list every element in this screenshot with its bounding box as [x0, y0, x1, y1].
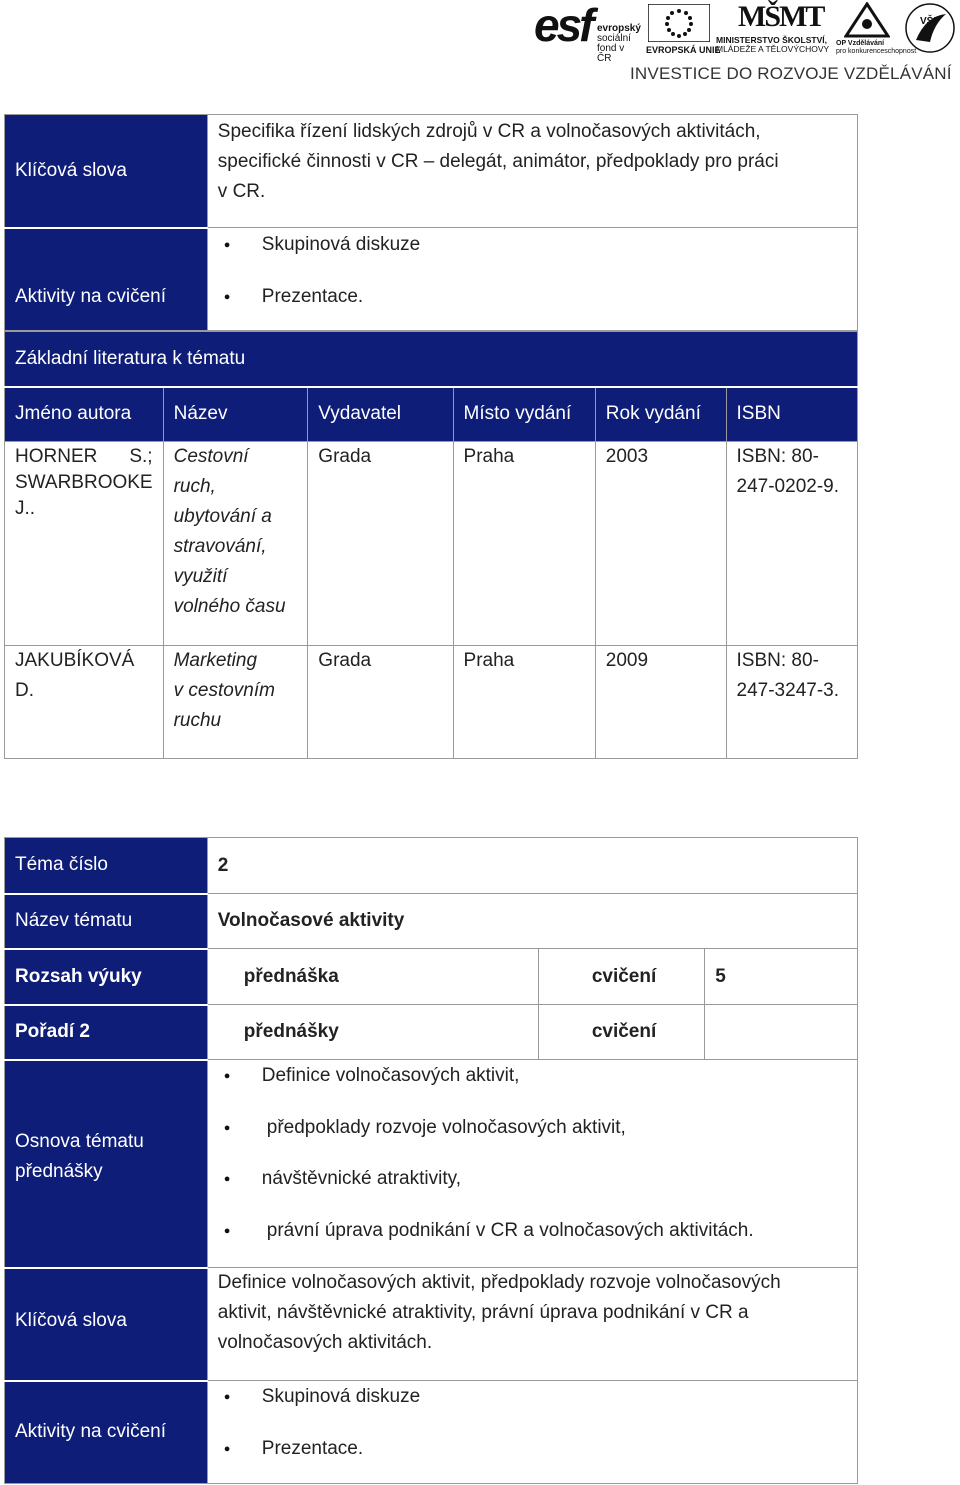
keywords-value — [207, 115, 857, 228]
lit-publisher: Grada — [308, 646, 453, 759]
order-label: Pořadí 2 — [5, 1005, 208, 1060]
keywords-line: specifické činnosti v CR – delegát, animátor, předpoklady pro práci — [217, 151, 779, 172]
outline-item — [208, 1061, 857, 1113]
msmt-logo — [716, 2, 828, 56]
lit-title-line: ubytování a — [173, 506, 272, 527]
keywords-value — [207, 1268, 857, 1381]
literature-title-text: Základní literatura k tématu — [15, 347, 246, 369]
outline-item-text: právní úprava podnikání v CR a volnočasových aktivitách. — [266, 1220, 754, 1241]
lit-isbn-line: ISBN: 80- — [736, 446, 819, 467]
banner-slogan: INVESTICE DO ROZVOJE VZDĚLÁVÁNÍ — [630, 64, 952, 83]
op-text-line: pro konkurenceschopnost — [836, 48, 917, 55]
outline-item — [208, 1164, 857, 1216]
topic-number-label — [5, 838, 208, 894]
esf-logo — [534, 0, 641, 64]
literature-header-row — [5, 387, 858, 442]
lit-author-line: HORNER S.; — [15, 446, 153, 467]
lit-header-year: Rok vydání — [595, 387, 726, 442]
activity-text: Skupinová diskuze — [261, 1386, 421, 1407]
lit-place: Praha — [453, 646, 595, 759]
activities-label — [5, 1381, 208, 1484]
lit-title-line: Cestovní — [173, 446, 249, 467]
lit-isbn-line: 247-3247-3. — [736, 680, 839, 701]
vsp-emblem-icon — [904, 2, 956, 54]
keywords-label — [5, 1268, 208, 1381]
lit-author — [5, 442, 164, 646]
lit-title-line: využití — [173, 566, 228, 587]
activity-item — [208, 230, 857, 282]
op-text-line: OP Vzdělávání — [836, 40, 885, 47]
lit-publisher: Grada — [308, 442, 453, 646]
activity-text: Prezentace. — [261, 1438, 364, 1459]
activities-value — [207, 228, 857, 331]
lit-header-isbn: ISBN — [726, 387, 857, 442]
lit-title-line: ruchu — [173, 710, 222, 731]
activity-text: Skupinová diskuze — [261, 234, 421, 255]
activity-item — [208, 282, 857, 312]
topic-number-label-text: Téma číslo — [15, 854, 108, 876]
lit-author-line: JAKUBÍKOVÁ — [15, 650, 135, 671]
order-exercise: cvičení — [539, 1005, 705, 1060]
activity-item — [208, 1382, 857, 1434]
vsp-logo — [904, 2, 958, 56]
msmt-text-line: MLÁDEŽE A TĚLOVÝCHOVY — [716, 44, 830, 54]
outline-label-line: Osnova tématu — [15, 1130, 144, 1152]
op-logo — [836, 2, 917, 56]
esf-logo-mark: esf — [534, 0, 592, 51]
scope-exercise: cvičení — [539, 949, 705, 1005]
eu-logo — [646, 4, 721, 56]
scope-label: Rozsah výuky — [5, 949, 208, 1005]
scope-lecture: přednáška — [207, 949, 373, 1005]
outline-item-text: Definice volnočasových aktivit, — [261, 1065, 520, 1086]
keywords-label-text: Klíčová slova — [15, 159, 127, 181]
outline-item-text: předpoklady rozvoje volnočasových aktivit, — [266, 1117, 626, 1138]
outline-value — [207, 1060, 857, 1268]
scope-exercise-value: 5 — [705, 949, 858, 1005]
lit-isbn-line: 247-0202-9. — [736, 476, 839, 497]
topic-name-label — [5, 894, 208, 949]
esf-text-line: evropský — [597, 23, 641, 34]
lit-title — [163, 646, 308, 759]
topic-number-value: 2 — [207, 838, 857, 894]
lit-title-line: v cestovním — [173, 680, 275, 701]
keywords-line: Definice volnočasových aktivit, předpoklady rozvoje volnočasových — [217, 1272, 781, 1293]
lit-year: 2009 — [595, 646, 726, 759]
lit-title-line: volného času — [173, 596, 286, 617]
order-lecture: přednášky — [207, 1005, 539, 1060]
scope-lecture-value — [373, 949, 539, 1005]
lit-header-publisher: Vydavatel — [308, 387, 453, 442]
topic1-table — [4, 114, 858, 331]
lit-isbn-line: ISBN: 80- — [736, 650, 819, 671]
table-row — [5, 442, 858, 646]
scope-row — [5, 949, 858, 1005]
lit-title-line: Marketing — [173, 650, 258, 671]
esf-text-line: fond v ČR — [597, 43, 625, 64]
topic-name-label-text: Název tématu — [15, 910, 133, 931]
keywords-line: Specifika řízení lidských zdrojů v CR a volnočasových aktivitách, — [217, 121, 761, 142]
esf-text-line: sociální — [597, 33, 631, 44]
lit-author-line: D. — [15, 680, 34, 701]
lit-title-line: ruch, — [173, 476, 216, 497]
table-row — [5, 646, 858, 759]
lit-isbn — [726, 646, 857, 759]
topic2-table — [4, 837, 858, 1484]
activities-label-text: Aktivity na cvičení — [15, 286, 166, 307]
outline-item — [208, 1216, 857, 1246]
lit-author-line: SWARBROOKE — [15, 472, 153, 493]
outline-label-line: přednášky — [15, 1160, 103, 1182]
outline-item — [208, 1113, 857, 1164]
lit-author-line: J.. — [15, 498, 36, 519]
activity-item — [208, 1434, 857, 1464]
lit-year: 2003 — [595, 442, 726, 646]
lit-author — [5, 646, 164, 759]
msmt-text-line: MINISTERSTVO ŠKOLSTVÍ, — [716, 35, 827, 45]
msmt-logo-mark: MŠMT — [738, 0, 824, 33]
order-row — [5, 1005, 858, 1060]
lit-place: Praha — [453, 442, 595, 646]
lit-title — [163, 442, 308, 646]
literature-title — [5, 332, 858, 387]
op-emblem-icon — [844, 2, 890, 38]
lit-header-title: Název — [163, 387, 308, 442]
eu-flag-icon — [648, 4, 710, 42]
keywords-line: volnočasových aktivitách. — [217, 1332, 433, 1353]
keywords-label-text: Klíčová slova — [15, 1310, 127, 1331]
activities-label-text: Aktivity na cvičení — [15, 1421, 166, 1443]
topic-name-value: Volnočasové aktivity — [207, 894, 857, 949]
keywords-label — [5, 115, 208, 228]
keywords-line: v CR. — [217, 181, 266, 202]
activities-label — [5, 228, 208, 331]
lit-isbn — [726, 442, 857, 646]
vsp-logo-mark: VŠP — [920, 16, 941, 27]
activities-value — [207, 1381, 857, 1484]
keywords-line: aktivit, návštěvnické atraktivity, právní úprava podnikání v CR a — [217, 1302, 749, 1323]
lit-header-author: Jméno autora — [5, 387, 164, 442]
order-exercise-value — [705, 1005, 858, 1060]
outline-label — [5, 1060, 208, 1268]
literature-table — [4, 331, 858, 759]
outline-item-text: návštěvnické atraktivity, — [261, 1168, 461, 1189]
activity-text: Prezentace. — [261, 286, 364, 307]
eu-text: EVROPSKÁ UNIE — [646, 45, 721, 55]
lit-header-place: Místo vydání — [453, 387, 595, 442]
lit-title-line: stravování, — [173, 536, 267, 557]
